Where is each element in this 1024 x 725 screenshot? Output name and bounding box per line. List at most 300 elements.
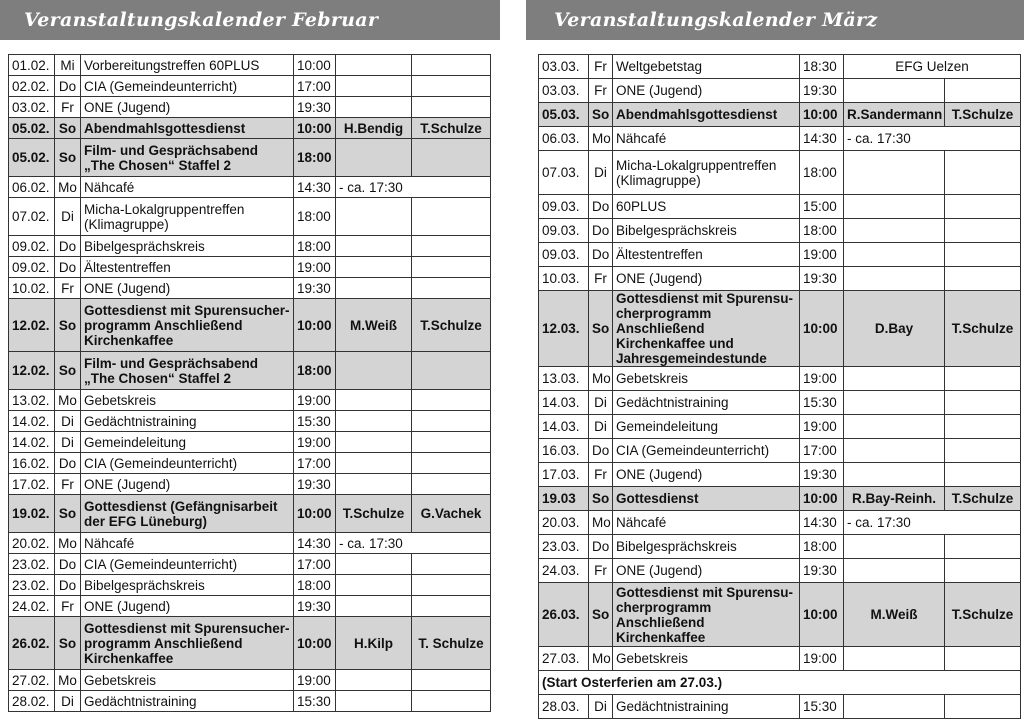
weekday-cell: So [589,103,613,127]
preacher-cell [336,554,412,575]
time-cell: 14:30 [294,533,336,554]
time-cell: 19:30 [800,267,844,291]
weekday-cell: Do [55,575,81,596]
table-row [9,453,491,474]
preacher-cell [336,453,412,474]
weekday-cell: Do [589,195,613,219]
moderator-cell: T.Schulze [412,118,491,139]
moderator-cell [945,463,1021,487]
time-cell: 19:30 [294,474,336,495]
date-cell: 23.03. [539,535,589,559]
table-row [539,367,1021,391]
date-cell: 19.02. [9,495,55,533]
time-cell: 18:00 [294,139,336,177]
event-cell: Ältestentreffen [81,257,294,278]
preacher-cell [844,151,945,195]
preacher-cell [844,415,945,439]
time-cell: 10:00 [294,299,336,352]
event-cell: Bibelgesprächskreis [613,219,800,243]
weekday-cell: So [55,299,81,352]
date-cell: 16.03. [539,439,589,463]
time-cell: 15:30 [294,411,336,432]
moderator-cell: T.Schulze [945,487,1021,511]
date-cell: 17.02. [9,474,55,495]
note-cell: (Start Osterferien am 27.03.) [539,671,1021,695]
weekday-cell: So [589,583,613,647]
date-cell: 05.02. [9,139,55,177]
preacher-cell [844,695,945,719]
table-row [539,559,1021,583]
weekday-cell: So [589,291,613,367]
time-cell: 10:00 [800,583,844,647]
moderator-cell [945,367,1021,391]
event-cell: Gebetskreis [613,647,800,671]
march-page [526,0,1024,714]
time-cell: 19:30 [294,596,336,617]
date-cell: 20.02. [9,533,55,554]
moderator-cell: T.Schulze [412,299,491,352]
note-row [539,671,1021,695]
table-row [539,695,1021,719]
time-cell: 14:30 [294,177,336,198]
date-cell: 05.02. [9,118,55,139]
event-cell: 60PLUS [613,195,800,219]
time-cell: 15:30 [294,691,336,712]
preacher-cell [336,596,412,617]
preacher-cell: R.Sandermann [844,103,945,127]
date-cell: 26.02. [9,617,55,670]
weekday-cell: Di [589,415,613,439]
weekday-cell: Do [589,243,613,267]
moderator-cell [412,97,491,118]
moderator-cell: G.Vachek [412,495,491,533]
weekday-cell: Fr [589,559,613,583]
event-cell: Gebetskreis [81,670,294,691]
moderator-cell [412,390,491,411]
event-cell: ONE (Jugend) [81,97,294,118]
time-cell: 17:00 [294,453,336,474]
time-cell: 18:00 [800,151,844,195]
table-row [9,495,491,533]
moderator-cell: T.Schulze [945,103,1021,127]
preacher-cell [336,474,412,495]
table-row [9,575,491,596]
time-cell: 19:30 [800,559,844,583]
preacher-cell [844,391,945,415]
weekday-cell: Di [55,432,81,453]
time-cell: 14:30 [800,127,844,151]
preacher-cell [844,219,945,243]
table-row [539,151,1021,195]
event-cell: CIA (Gemeindeunterricht) [613,439,800,463]
weekday-cell: Di [55,411,81,432]
time-cell: 18:00 [800,219,844,243]
table-row [539,55,1021,79]
event-cell: ONE (Jugend) [613,79,800,103]
preacher-cell [336,575,412,596]
remark-cell: - ca. 17:30 [844,127,1021,151]
preacher-cell [336,257,412,278]
event-cell: Gedächtnistraining [613,695,800,719]
event-cell: Nähcafé [613,511,800,535]
weekday-cell: Do [589,219,613,243]
table-row [9,177,491,198]
date-cell: 13.02. [9,390,55,411]
event-cell: CIA (Gemeindeunterricht) [81,76,294,97]
february-title: Veranstaltungskalender Februar [0,0,500,40]
preacher-cell [336,390,412,411]
preacher-cell: H.Bendig [336,118,412,139]
february-table [8,54,491,712]
time-cell: 19:00 [294,670,336,691]
moderator-cell [412,575,491,596]
event-cell: Abendmahlsgottesdienst [81,118,294,139]
table-row [539,511,1021,535]
event-cell: Abendmahlsgottesdienst [613,103,800,127]
table-row [9,76,491,97]
weekday-cell: Do [55,76,81,97]
preacher-cell [844,79,945,103]
moderator-cell [945,559,1021,583]
date-cell: 03.03. [539,55,589,79]
moderator-cell [412,554,491,575]
date-cell: 26.03. [539,583,589,647]
date-cell: 09.03. [539,243,589,267]
event-cell: Nähcafé [613,127,800,151]
preacher-cell [844,195,945,219]
preacher-cell [336,691,412,712]
table-row [539,127,1021,151]
date-cell: 27.02. [9,670,55,691]
remark-cell: EFG Uelzen [844,55,1021,79]
moderator-cell [412,352,491,390]
event-cell: Gemeindeleitung [613,415,800,439]
event-cell: Gemeindeleitung [81,432,294,453]
time-cell: 10:00 [294,495,336,533]
event-cell: ONE (Jugend) [613,267,800,291]
time-cell: 15:30 [800,391,844,415]
moderator-cell [945,195,1021,219]
preacher-cell [336,97,412,118]
date-cell: 06.02. [9,177,55,198]
time-cell: 18:00 [294,575,336,596]
event-cell: Film- und Gesprächsabend „The Chosen“ Staffel 2 [81,139,294,177]
table-row [539,535,1021,559]
preacher-cell [844,243,945,267]
event-cell: Film- und Gesprächsabend „The Chosen“ Staffel 2 [81,352,294,390]
time-cell: 19:00 [800,415,844,439]
event-cell: Micha-Lokalgruppentreffen (Klimagruppe) [613,151,800,195]
table-row [539,291,1021,367]
table-row [539,583,1021,647]
time-cell: 18:00 [294,236,336,257]
date-cell: 24.03. [539,559,589,583]
weekday-cell: So [55,118,81,139]
table-row [9,299,491,352]
weekday-cell: Di [55,198,81,236]
time-cell: 19:00 [294,390,336,411]
time-cell: 10:00 [800,487,844,511]
time-cell: 19:00 [800,243,844,267]
time-cell: 10:00 [800,291,844,367]
weekday-cell: Mo [589,647,613,671]
time-cell: 17:00 [294,554,336,575]
weekday-cell: So [55,495,81,533]
time-cell: 19:00 [800,367,844,391]
preacher-cell: D.Bay [844,291,945,367]
table-row [9,411,491,432]
time-cell: 10:00 [294,617,336,670]
table-row [539,415,1021,439]
event-cell: Nähcafé [81,177,294,198]
weekday-cell: Fr [55,278,81,299]
table-row [9,691,491,712]
time-cell: 19:30 [294,278,336,299]
moderator-cell [412,691,491,712]
preacher-cell [336,236,412,257]
table-row [9,278,491,299]
table-row [9,432,491,453]
event-cell: Gottesdienst [613,487,800,511]
table-row [9,596,491,617]
weekday-cell: Di [55,691,81,712]
preacher-cell: H.Kilp [336,617,412,670]
weekday-cell: Fr [55,97,81,118]
moderator-cell [412,432,491,453]
time-cell: 19:00 [294,432,336,453]
weekday-cell: Fr [589,267,613,291]
moderator-cell [412,278,491,299]
preacher-cell [336,76,412,97]
weekday-cell: Fr [589,463,613,487]
table-row [9,352,491,390]
march-table [538,54,1021,719]
table-row [539,195,1021,219]
date-cell: 09.03. [539,195,589,219]
preacher-cell [844,267,945,291]
time-cell: 15:00 [800,195,844,219]
table-row [539,487,1021,511]
table-row [9,670,491,691]
preacher-cell [336,139,412,177]
event-cell: CIA (Gemeindeunterricht) [81,554,294,575]
event-cell: ONE (Jugend) [81,474,294,495]
weekday-cell: Di [589,151,613,195]
weekday-cell: Mo [589,367,613,391]
date-cell: 10.02. [9,278,55,299]
time-cell: 18:00 [294,198,336,236]
time-cell: 15:30 [800,695,844,719]
date-cell: 07.03. [539,151,589,195]
time-cell: 19:30 [294,97,336,118]
event-cell: Ältestentreffen [613,243,800,267]
preacher-cell [336,352,412,390]
date-cell: 24.02. [9,596,55,617]
event-cell: Gebetskreis [613,367,800,391]
event-cell: CIA (Gemeindeunterricht) [81,453,294,474]
date-cell: 19.03 [539,487,589,511]
weekday-cell: Do [55,554,81,575]
preacher-cell [336,432,412,453]
february-table-body [9,55,491,712]
date-cell: 20.03. [539,511,589,535]
date-cell: 28.02. [9,691,55,712]
time-cell: 17:00 [294,76,336,97]
table-row [539,439,1021,463]
weekday-cell: Mo [55,533,81,554]
preacher-cell [336,670,412,691]
moderator-cell [412,411,491,432]
moderator-cell [945,151,1021,195]
weekday-cell: Fr [589,79,613,103]
date-cell: 09.03. [539,219,589,243]
moderator-cell: T.Schulze [945,583,1021,647]
preacher-cell [336,198,412,236]
weekday-cell: Do [55,236,81,257]
date-cell: 12.02. [9,352,55,390]
date-cell: 12.03. [539,291,589,367]
date-cell: 09.02. [9,236,55,257]
date-cell: 23.02. [9,575,55,596]
table-row [9,55,491,76]
table-row [539,219,1021,243]
event-cell: Gebetskreis [81,390,294,411]
march-table-body [539,55,1021,719]
moderator-cell [412,453,491,474]
event-cell: Nähcafé [81,533,294,554]
moderator-cell [412,55,491,76]
preacher-cell [844,559,945,583]
time-cell: 18:00 [294,352,336,390]
date-cell: 28.03. [539,695,589,719]
date-cell: 05.03. [539,103,589,127]
weekday-cell: So [55,352,81,390]
weekday-cell: Mo [55,390,81,411]
event-cell: Gedächtnistraining [613,391,800,415]
event-cell: Weltgebetstag [613,55,800,79]
moderator-cell [945,219,1021,243]
weekday-cell: Do [589,439,613,463]
preacher-cell [844,647,945,671]
table-row [9,474,491,495]
moderator-cell [945,535,1021,559]
moderator-cell [945,439,1021,463]
moderator-cell [945,695,1021,719]
preacher-cell: M.Weiß [336,299,412,352]
event-cell: Gedächtnistraining [81,411,294,432]
table-row [539,103,1021,127]
weekday-cell: Fr [589,55,613,79]
time-cell: 18:00 [800,535,844,559]
weekday-cell: Di [589,391,613,415]
moderator-cell: T. Schulze [412,617,491,670]
moderator-cell [945,267,1021,291]
event-cell: Gottesdienst mit Spurensu-cherprogramm Anschließend Kirchenkaffee und Jahresgemeindestunde [613,291,800,367]
date-cell: 13.03. [539,367,589,391]
weekday-cell: Mo [55,670,81,691]
preacher-cell: M.Weiß [844,583,945,647]
time-cell: 10:00 [800,103,844,127]
event-cell: Bibelgesprächskreis [613,535,800,559]
moderator-cell [412,474,491,495]
table-row [539,463,1021,487]
time-cell: 19:30 [800,79,844,103]
date-cell: 23.02. [9,554,55,575]
preacher-cell [336,411,412,432]
table-row [9,97,491,118]
table-row [9,617,491,670]
weekday-cell: So [589,487,613,511]
preacher-cell [844,367,945,391]
date-cell: 03.02. [9,97,55,118]
date-cell: 01.02. [9,55,55,76]
event-cell: ONE (Jugend) [81,278,294,299]
event-cell: Bibelgesprächskreis [81,575,294,596]
moderator-cell: T.Schulze [945,291,1021,367]
event-cell: Vorbereitungstreffen 60PLUS [81,55,294,76]
time-cell: 10:00 [294,55,336,76]
date-cell: 16.02. [9,453,55,474]
date-cell: 14.02. [9,411,55,432]
table-row [9,139,491,177]
date-cell: 14.03. [539,391,589,415]
date-cell: 09.02. [9,257,55,278]
table-row [9,118,491,139]
weekday-cell: So [55,617,81,670]
time-cell: 19:00 [294,257,336,278]
preacher-cell: R.Bay-Reinh. [844,487,945,511]
weekday-cell: Fr [55,474,81,495]
weekday-cell: Mo [55,177,81,198]
february-page [0,0,500,709]
weekday-cell: Fr [55,596,81,617]
date-cell: 27.03. [539,647,589,671]
remark-cell: - ca. 17:30 [844,511,1021,535]
time-cell: 10:00 [294,118,336,139]
table-row [539,243,1021,267]
event-cell: Gottesdienst mit Spurensu-cherprogramm Anschließend Kirchenkaffee [613,583,800,647]
time-cell: 19:30 [800,463,844,487]
weekday-cell: Mo [589,511,613,535]
date-cell: 02.02. [9,76,55,97]
table-row [539,267,1021,291]
preacher-cell [336,278,412,299]
time-cell: 17:00 [800,439,844,463]
date-cell: 17.03. [539,463,589,487]
event-cell: Micha-Lokalgruppentreffen (Klimagruppe) [81,198,294,236]
event-cell: Gottesdienst (Gefängnisarbeit der EFG Lüneburg) [81,495,294,533]
date-cell: 03.03. [539,79,589,103]
date-cell: 14.02. [9,432,55,453]
table-row [539,79,1021,103]
date-cell: 07.02. [9,198,55,236]
moderator-cell [945,647,1021,671]
event-cell: Gedächtnistraining [81,691,294,712]
moderator-cell [412,257,491,278]
date-cell: 12.02. [9,299,55,352]
moderator-cell [412,139,491,177]
moderator-cell [412,198,491,236]
table-row [9,198,491,236]
date-cell: 10.03. [539,267,589,291]
event-cell: Gottesdienst mit Spurensucher-programm Anschließend Kirchenkaffee [81,299,294,352]
table-row [9,533,491,554]
event-cell: ONE (Jugend) [81,596,294,617]
weekday-cell: Di [589,695,613,719]
event-cell: Gottesdienst mit Spurensucher-programm Anschließend Kirchenkaffee [81,617,294,670]
event-cell: Bibelgesprächskreis [81,236,294,257]
date-cell: 06.03. [539,127,589,151]
